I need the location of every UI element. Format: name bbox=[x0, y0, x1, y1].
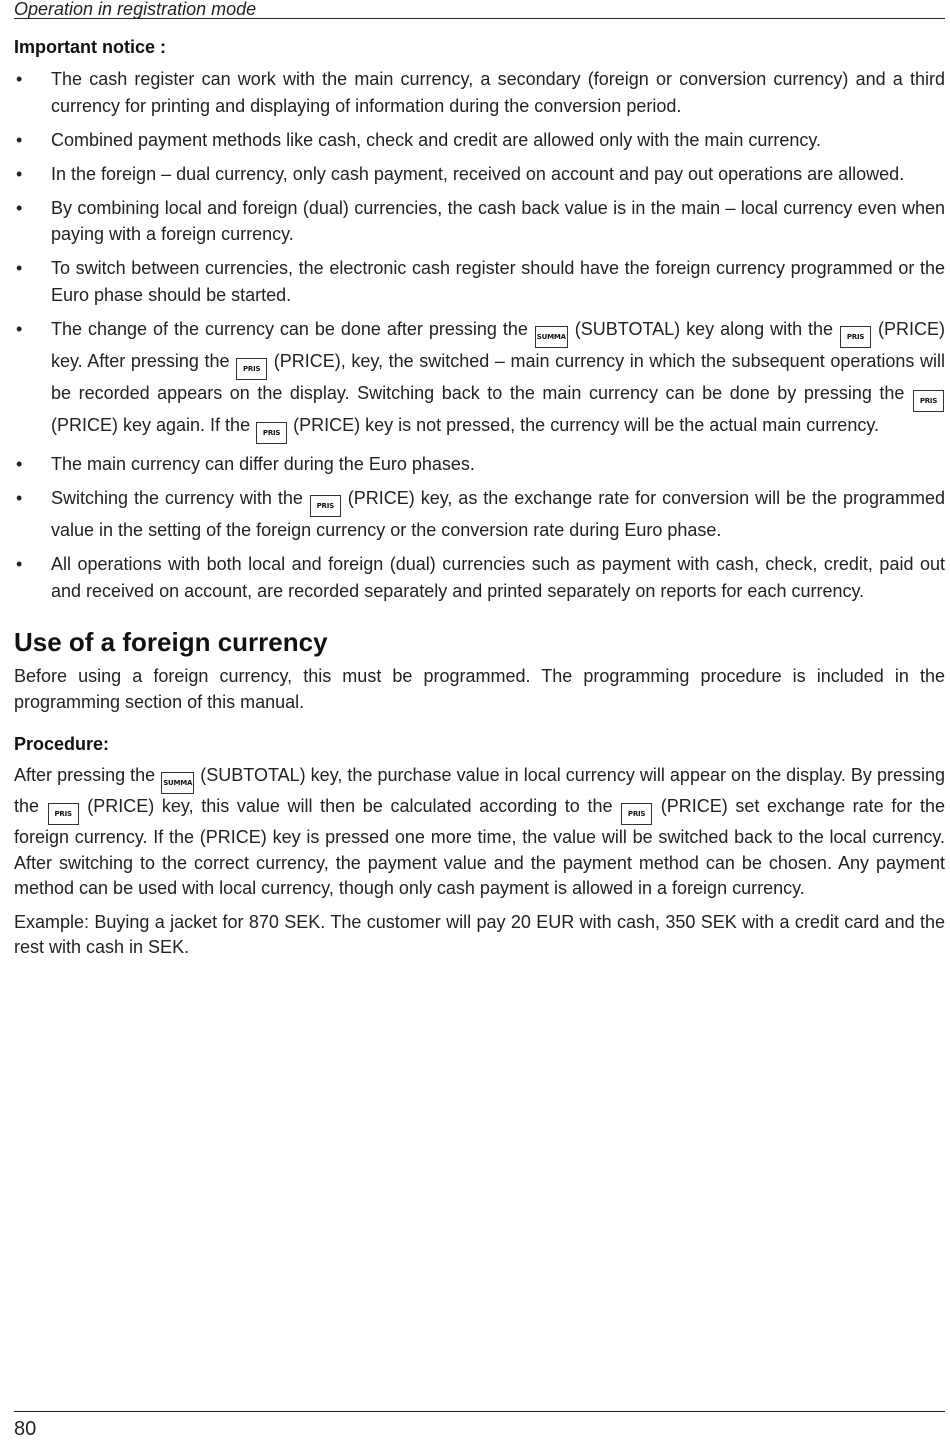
text-run: In the foreign – dual currency, only cash payment, received on account and pay out operations are allowed. bbox=[51, 163, 905, 184]
bullet-icon: • bbox=[16, 454, 23, 474]
text-run: (SUBTOTAL) key along with the bbox=[568, 318, 840, 339]
notice-list-item bbox=[14, 127, 945, 154]
bullet-icon: • bbox=[16, 258, 23, 278]
text-run: (PRICE) set exchange rate for the foreign currency. If the (PRICE) key is pressed one more time, the value will be switched back to the local currency. After switching to the correct currency, the payment value and the payment method can be chosen. Any payment method can be used with local currency, though only cash payment is allowed in a foreign currency. bbox=[14, 796, 945, 898]
text-run: (PRICE) key, this value will then be calculated according to the bbox=[79, 796, 621, 816]
bullet-icon: • bbox=[16, 488, 23, 508]
text-run: (PRICE), key, the switched – main currency in which the subsequent operations will be recorded appears on the display. Switching back to the main currency can be done by pressing the bbox=[51, 350, 945, 403]
notice-list-item bbox=[14, 451, 945, 478]
bullet-icon: • bbox=[16, 554, 23, 574]
summa-key-icon: SUMMA bbox=[161, 772, 194, 794]
page-content bbox=[14, 34, 945, 969]
important-notice-heading: Important notice : bbox=[14, 37, 166, 57]
notice-list-item bbox=[14, 551, 945, 604]
header-divider bbox=[14, 18, 945, 19]
intro-paragraph: Before using a foreign currency, this must be programmed. The programming procedure is included in the programming section of this manual. bbox=[14, 666, 945, 712]
text-run: Combined payment methods like cash, check and credit are allowed only with the main currency. bbox=[51, 129, 822, 150]
bullet-icon: • bbox=[16, 69, 23, 89]
text-run: (SUBTOTAL) key, the purchase value in local currency will appear on the display. By pressing the bbox=[14, 765, 946, 816]
notice-list-item bbox=[14, 66, 945, 119]
bullet-icon: • bbox=[16, 129, 23, 150]
bullet-icon: • bbox=[16, 163, 23, 184]
pris-key-icon: PRIS bbox=[621, 803, 652, 825]
example-paragraph: Example: Buying a jacket for 870 SEK. The customer will pay 20 EUR with cash, 350 SEK with a credit card and the rest with cash in SEK. bbox=[14, 911, 945, 957]
important-notice-list bbox=[14, 66, 945, 604]
notice-list-item bbox=[14, 161, 945, 188]
text-run: (PRICE) key again. If the bbox=[51, 414, 256, 435]
text-run: (PRICE) key. After pressing the bbox=[51, 318, 945, 371]
text-run: Switching the currency with the bbox=[51, 488, 309, 508]
text-run: By combining local and foreign (dual) currencies, the cash back value is in the main – local currency even when paying with a foreign currency. bbox=[51, 197, 945, 244]
notice-list-item bbox=[14, 195, 945, 248]
manual-page bbox=[14, 0, 945, 1438]
text-run: To switch between currencies, the electronic cash register should have the foreign currency programmed or the Euro phase should be started. bbox=[51, 258, 945, 305]
text-run: The cash register can work with the main currency, a secondary (foreign or conversion currency) and a third currency for printing and displaying of information during the conversion period. bbox=[51, 69, 945, 116]
text-run: The change of the currency can be done after pressing the bbox=[51, 318, 534, 339]
bullet-icon: • bbox=[16, 197, 23, 218]
footer-divider bbox=[14, 1411, 945, 1412]
running-header: Operation in registration mode bbox=[14, 0, 257, 19]
procedure-paragraph bbox=[14, 763, 945, 902]
text-run: After pressing the bbox=[14, 765, 161, 785]
pris-key-icon: PRIS bbox=[840, 326, 871, 348]
pris-key-icon: PRIS bbox=[913, 390, 944, 412]
notice-list-item bbox=[14, 485, 945, 544]
pris-key-icon: PRIS bbox=[48, 803, 79, 825]
pris-key-icon: PRIS bbox=[310, 495, 341, 517]
page-number: 80 bbox=[14, 1418, 37, 1440]
notice-list-item bbox=[14, 316, 945, 444]
procedure-heading: Procedure: bbox=[14, 734, 110, 754]
text-run: (PRICE) key is not pressed, the currency will be the actual main currency. bbox=[288, 414, 879, 435]
notice-list-item bbox=[14, 255, 945, 308]
summa-key-icon: SUMMA bbox=[535, 326, 568, 348]
text-run: The main currency can differ during the Euro phases. bbox=[51, 454, 475, 474]
pris-key-icon: PRIS bbox=[236, 358, 267, 380]
section-title: Use of a foreign currency bbox=[14, 627, 328, 657]
bullet-icon: • bbox=[16, 318, 23, 339]
pris-key-icon: PRIS bbox=[256, 422, 287, 444]
text-run: (PRICE) key, as the exchange rate for conversion will be the programmed value in the setting of the foreign currency or the conversion rate during Euro phase. bbox=[51, 488, 945, 540]
text-run: All operations with both local and foreign (dual) currencies such as payment with cash, check, credit, paid out and received on account, are recorded separately and printed separately on reports for each currency. bbox=[51, 554, 945, 601]
